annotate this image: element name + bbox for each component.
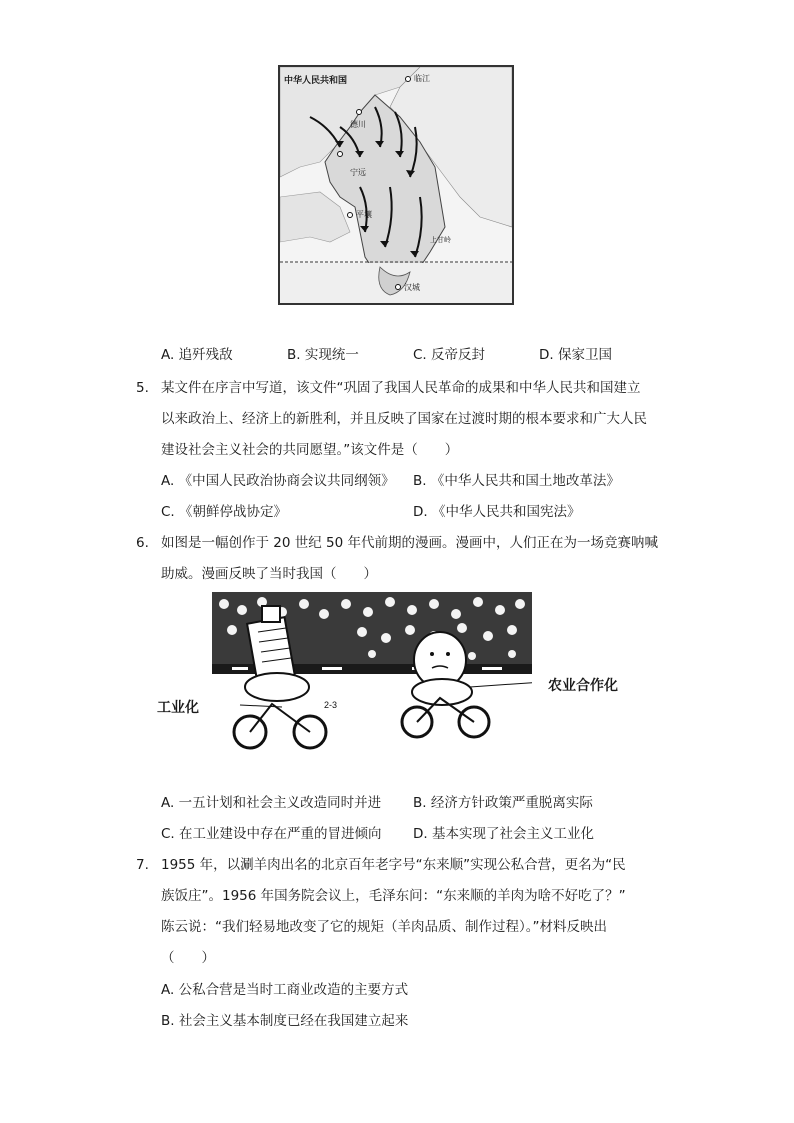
- option-text: 反帝反封: [431, 347, 486, 363]
- option-letter: B.: [413, 795, 427, 811]
- q7-stem-line-4: （ ）: [161, 950, 215, 966]
- q7-stem-line-2: 族饭庄”。1956 年国务院会议上，毛泽东问：“东来顺的羊肉为啥不好吃了？”: [161, 888, 626, 904]
- q4-option-a: [161, 345, 233, 365]
- option-letter: D.: [413, 826, 428, 842]
- option-text: 经济方针政策严重脱离实际: [430, 795, 593, 811]
- q6-option-a: [161, 793, 381, 813]
- q6-number: 6.: [136, 535, 149, 551]
- q7-stem-line-1: 1955 年，以涮羊肉出名的北京百年老字号“东来顺”实现公私合营，更名为“民: [161, 857, 626, 873]
- q6-stem-line-2: 助威。漫画反映了当时我国（ ）: [161, 566, 377, 582]
- option-letter: B.: [161, 1013, 175, 1029]
- option-text: 《朝鲜停战协定》: [179, 504, 288, 520]
- q7-number: 7.: [136, 857, 149, 873]
- map-drawing: [280, 67, 512, 303]
- q5-stem-line-1: 某文件在序言中写道，该文件“巩固了我国人民革命的成果和中华人民共和国建立: [161, 380, 641, 396]
- option-text: 基本实现了社会主义工业化: [431, 826, 594, 842]
- option-text: 一五计划和社会主义改造同时并进: [178, 795, 382, 811]
- cartoon-drawing: [212, 592, 532, 754]
- q6-option-d: [413, 824, 594, 844]
- option-letter: B.: [287, 347, 301, 363]
- q7-option-a: [161, 980, 408, 1000]
- map-label-shangganling: 上甘岭: [430, 236, 451, 244]
- svg-text:2-3: 2-3: [324, 700, 338, 710]
- q4-option-b: [287, 345, 359, 365]
- option-letter: D.: [413, 504, 428, 520]
- q5-number: 5.: [136, 380, 149, 396]
- q6-option-b: [413, 793, 593, 813]
- korean-war-map: [278, 65, 514, 305]
- option-text: 《中国人民政治协商会议共同纲领》: [178, 473, 395, 489]
- option-letter: D.: [539, 347, 554, 363]
- q5-option-a: [161, 471, 395, 491]
- option-text: 《中华人民共和国土地改革法》: [430, 473, 620, 489]
- map-label-hancheng: 汉城: [404, 283, 420, 292]
- q7-stem-line-3: 陈云说：“我们轻易地改变了它的规矩（羊肉品质、制作过程）。”材料反映出: [161, 919, 607, 935]
- cartoon-label-agri-coop: 农业合作化: [548, 678, 618, 694]
- option-text: 追歼残敌: [178, 347, 233, 363]
- option-letter: B.: [413, 473, 427, 489]
- q5-stem-line-3: 建设社会主义社会的共同愿望。”该文件是（ ）: [161, 442, 459, 458]
- q5-stem-line-2: 以来政治上、经济上的新胜利，并且反映了国家在过渡时期的根本要求和广大人民: [161, 411, 647, 427]
- q5-option-b: [413, 471, 620, 491]
- map-title: 中华人民共和国: [284, 76, 348, 86]
- q6-stem-line-1: 如图是一幅创作于 20 世纪 50 年代前期的漫画。漫画中，人们正在为一场竞赛呐喊: [161, 535, 659, 551]
- map-label-pyongyang: 平壤: [356, 210, 372, 219]
- option-letter: A.: [161, 473, 175, 489]
- q5-option-c: [161, 502, 287, 522]
- option-letter: C.: [161, 826, 175, 842]
- option-text: 实现统一: [304, 347, 359, 363]
- option-letter: A.: [161, 982, 175, 998]
- option-text: 《中华人民共和国宪法》: [431, 504, 581, 520]
- option-letter: C.: [413, 347, 427, 363]
- option-text: 社会主义基本制度已经在我国建立起来: [178, 1013, 409, 1029]
- option-letter: C.: [161, 504, 175, 520]
- map-label-linjiang: 临江: [414, 74, 430, 83]
- q7-option-b: [161, 1011, 408, 1031]
- q5-option-d: [413, 502, 580, 522]
- map-label-ningyuan: 宁远: [350, 168, 366, 177]
- option-text: 在工业建设中存在严重的冒进倾向: [179, 826, 382, 842]
- option-text: 保家卫国: [557, 347, 612, 363]
- q4-option-d: [539, 345, 612, 365]
- option-letter: A.: [161, 795, 175, 811]
- option-text: 公私合营是当时工商业改造的主要方式: [178, 982, 409, 998]
- q6-option-c: [161, 824, 382, 844]
- race-cartoon: [212, 592, 532, 754]
- cartoon-label-industrialization: 工业化: [157, 700, 199, 716]
- q4-option-c: [413, 345, 485, 365]
- option-letter: A.: [161, 347, 175, 363]
- map-label-dechuan: 德川: [350, 120, 366, 129]
